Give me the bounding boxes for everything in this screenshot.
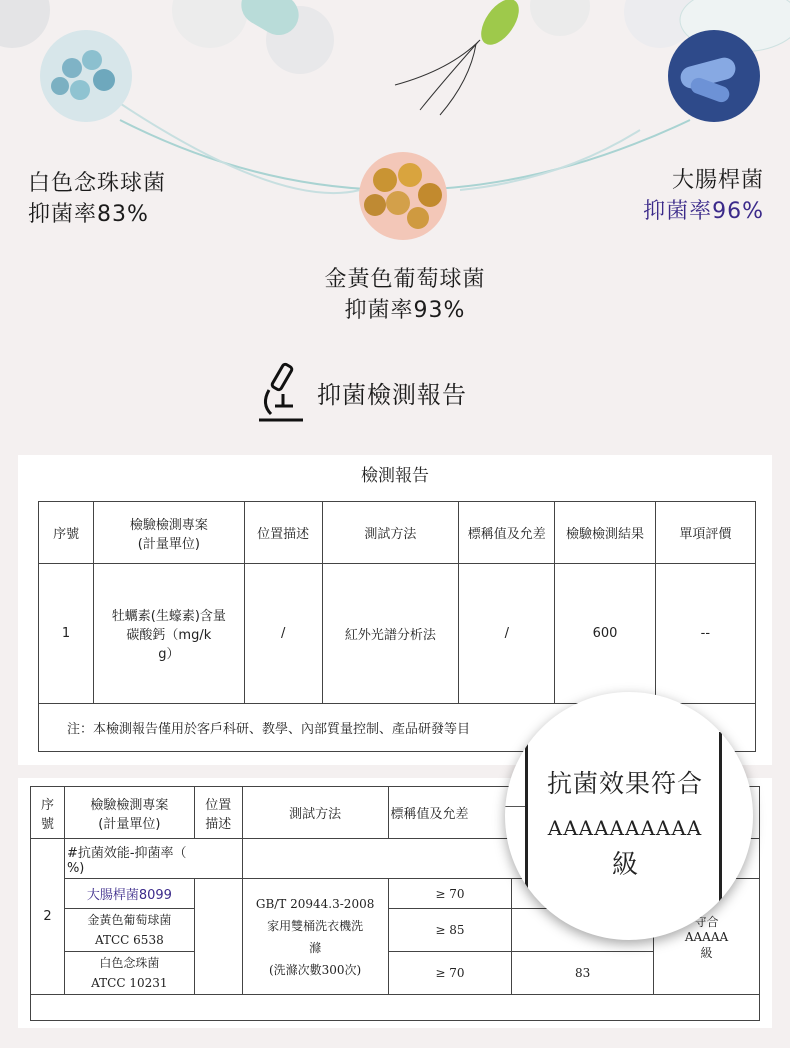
report-title: 檢測報告 bbox=[361, 466, 429, 486]
header2-item: 檢驗檢測專案 (計量單位) bbox=[64, 787, 194, 839]
magnifier-line2: AAAAAAAAAA bbox=[547, 816, 703, 840]
header2-nominal: 標稱值及允差 bbox=[388, 787, 512, 839]
cell2-eval: 守合 AAAAA 級 bbox=[654, 879, 760, 995]
staph-rate: 抑菌率93% bbox=[344, 298, 466, 323]
table2-footer bbox=[31, 995, 760, 1021]
header-eval: 單項評價 bbox=[655, 502, 755, 564]
header-no: 序號 bbox=[39, 502, 94, 564]
row-staph-nominal: ≥ 85 bbox=[388, 909, 512, 952]
cell2-position bbox=[194, 879, 242, 995]
row-ecoli-name: 大腸桿菌8099 bbox=[64, 879, 194, 909]
ecoli-name: 大腸桿菌 bbox=[671, 168, 764, 193]
header-item: 檢驗檢測專案 (計量單位) bbox=[94, 502, 244, 564]
report-section-header bbox=[255, 360, 467, 424]
table-row bbox=[31, 952, 760, 995]
report-section-title: 抑菌檢測報告 bbox=[317, 380, 467, 409]
magnifier-rule bbox=[505, 806, 525, 807]
cell-result: 600 bbox=[555, 564, 655, 704]
cell2-no: 2 bbox=[31, 839, 65, 995]
cell-item: 牡蠣素(生蠔素)含量 碳酸鈣（mg/k g） bbox=[94, 564, 244, 704]
cell-nominal: / bbox=[459, 564, 555, 704]
header2-position: 位置 描述 bbox=[194, 787, 242, 839]
header2-method: 測試方法 bbox=[242, 787, 388, 839]
row-white-name: 白色念珠菌 ATCC 10231 bbox=[64, 952, 194, 995]
bacteria-label-ecoli bbox=[643, 165, 764, 227]
row-ecoli-nominal: ≥ 70 bbox=[388, 879, 512, 909]
header-result: 檢驗檢測結果 bbox=[555, 502, 655, 564]
header-nominal: 標稱值及允差 bbox=[459, 502, 555, 564]
cell-no: 1 bbox=[39, 564, 94, 704]
white-bacteria-rate: 抑菌率83% bbox=[28, 202, 149, 227]
header2-no: 序 號 bbox=[31, 787, 65, 839]
cell-eval: -- bbox=[655, 564, 755, 704]
staph-name: 金黃色葡萄球菌 bbox=[324, 267, 486, 292]
white-bacteria-name: 白色念珠球菌 bbox=[28, 171, 167, 196]
magnifier-line1: 抗菌效果符合 bbox=[546, 769, 703, 798]
bacteria-label-white bbox=[28, 168, 166, 230]
header-method: 測試方法 bbox=[322, 502, 458, 564]
row-staph-name: 金黃色葡萄球菌 ATCC 6538 bbox=[64, 909, 194, 952]
table-row bbox=[39, 564, 756, 704]
ecoli-rate: 抑菌率96% bbox=[643, 199, 764, 224]
bacteria-label-staph bbox=[245, 264, 565, 326]
microscope-icon bbox=[255, 360, 307, 424]
header-position: 位置描述 bbox=[244, 502, 322, 564]
row-white-result: 83 bbox=[512, 952, 654, 995]
cell2-method: GB/T 20944.3-2008 家用雙桶洗衣機洗 滌 (洗滌次數300次) bbox=[242, 879, 388, 995]
cell-position: / bbox=[244, 564, 322, 704]
report-note: 注：本檢測報告僅用於客戶科研、教學、內部質量控制、產品研發等目 bbox=[39, 704, 756, 752]
row-white-nominal: ≥ 70 bbox=[388, 952, 512, 995]
cell-method: 紅外光譜分析法 bbox=[322, 564, 458, 704]
magnifier-line3: 級 bbox=[611, 850, 638, 880]
magnifier-callout bbox=[505, 692, 753, 940]
group-label: #抗菌效能-抑菌率（ %) bbox=[64, 839, 242, 879]
